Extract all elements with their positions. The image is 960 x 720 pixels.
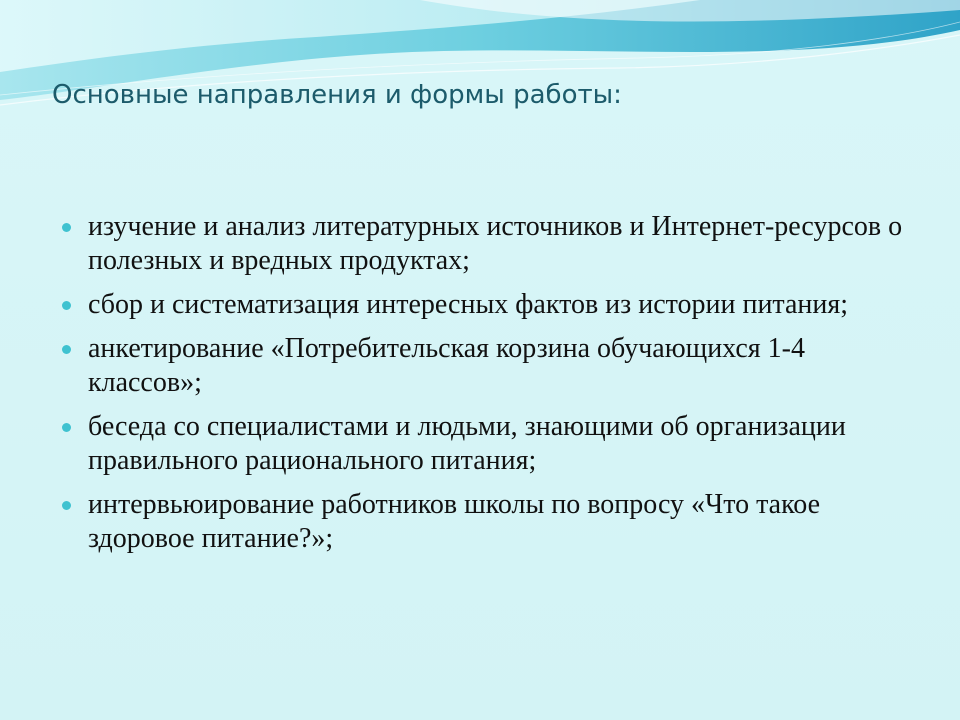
bullet-text: сбор и систематизация интересных фактов из истории питания; (88, 289, 849, 320)
bullet-icon (62, 501, 71, 510)
bullet-text: интервьюирование работников школы по вопросу «Что такое здоровое питание?»; (88, 489, 821, 554)
bullet-text: анкетирование «Потребительская корзина обучающихся 1-4 классов»; (88, 333, 806, 398)
bullet-list (62, 210, 922, 566)
list-item (62, 332, 922, 400)
bullet-text: беседа со специалистами и людьми, знающими об организации правильного рационального питания; (88, 411, 846, 476)
bullet-text: изучение и анализ литературных источников и Интернет-ресурсов о полезных и вредных продуктах; (88, 211, 903, 276)
list-item (62, 488, 922, 556)
bullet-icon (62, 345, 71, 354)
list-item (62, 288, 922, 322)
list-item (62, 210, 922, 278)
bullet-icon (62, 223, 71, 232)
slide-title: Основные направления и формы работы: (52, 80, 622, 110)
header-wave-decoration (0, 0, 960, 130)
bullet-icon (62, 423, 71, 432)
bullet-icon (62, 301, 71, 310)
list-item (62, 410, 922, 478)
